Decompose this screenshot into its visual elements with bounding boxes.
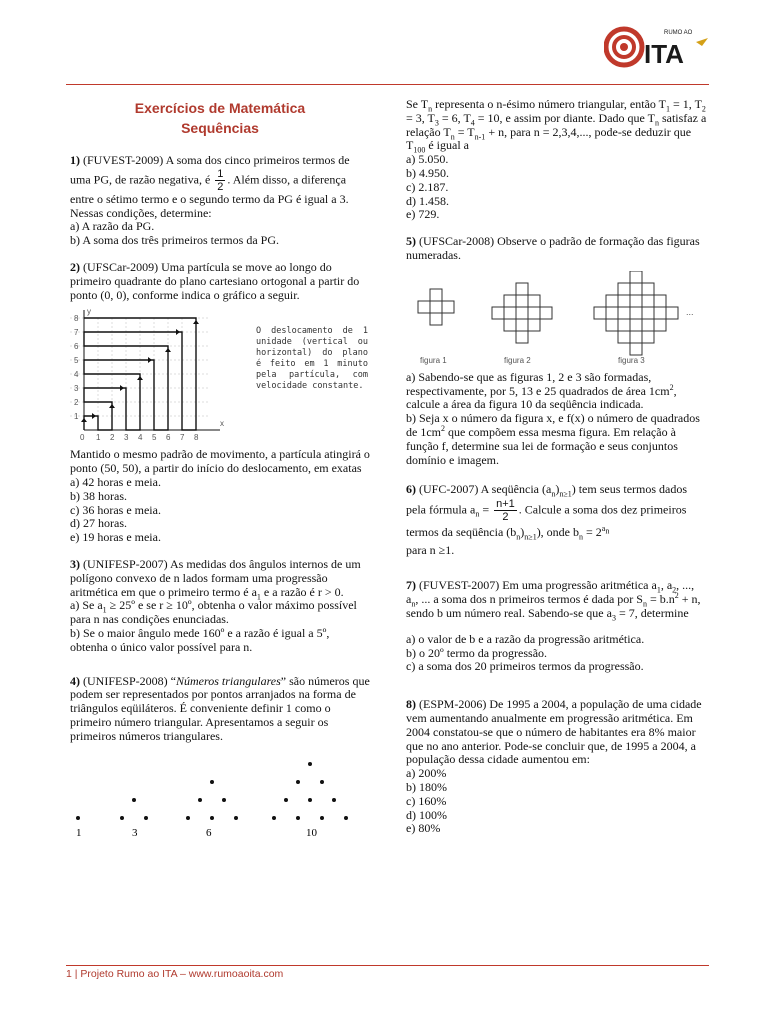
right-column [406,98,708,849]
q3-a-pre: a) Se a [70,598,103,613]
q3-b: b) Se o maior ângulo mede 160º e a razão é igual a 5º, obtenha o único valor possível para n. [70,625,330,654]
logo-small-text: RUMO AO [664,30,693,36]
q4c-t1: Se T [406,97,429,111]
q1-option: b) A soma dos três primeiros termos da PG. [70,233,279,248]
q3-a-sub: 1 [102,605,107,615]
question-4-continued: Se $T_n$ representa o n-ésimo número triangular, então $T_1 = 1$, $T_2 = 3$, $T_3 = 6$, $T_4 = 10$, e assim por diante. Dado que $T_n$ satisfaz a relação $T_n = T_{n-1} + n$, para n = 2,3,4,..., pode-se deduzir que $T_{100}$ é igual a a) 5.050. b) 4.950. c) 2.187. d) 1.458. e) 729. [406,97,707,222]
q3-number: 3) [70,556,80,571]
q6-c: . Calcule a soma dos dez primeiros termos da seqüência (b [406,502,687,540]
q5-a-sup: 2 [669,382,674,392]
q6-frac-num: n+1 [496,498,515,511]
q2-x-tick: 4 [138,433,143,443]
q1-text-c: Nessas condições, determine: [70,205,212,220]
q3-text2: e a razão é r > 0. [260,584,344,599]
q7-s2: 2 [672,585,677,595]
q5-b-pre: b) Seja x o número da figura x, e f(x) o número de quadrados de 1cm [406,411,700,439]
q4-number: 4) [70,673,80,688]
q5-b-sup: 2 [441,423,445,433]
q2-after: Mantido o mesmo padrão de movimento, a partícula atingirá o ponto (50, 50), a partir do início do deslocamento, em exatas [70,447,370,476]
q1-text-b: . Além disso, a diferença entre o sétimo termo e o segundo termo da PG é igual a 3. [70,172,349,206]
q2-option: b) 38 horas. [70,488,127,503]
q6-d-sub: n [579,532,584,542]
q4-label: 6 [206,826,212,838]
q4-pre: (UNIFESP-2008) “ [80,673,176,688]
title-line2: Sequências [181,120,259,136]
q5-b-post: que compõem essa mesma figura. Em relação à função f, determine sua lei de formação e seus conjuntos domínio e imagem. [406,424,678,467]
question-7 [406,579,708,674]
footer-sep: | [71,968,81,980]
question-4 [70,675,370,838]
header-rule [66,84,709,85]
q1-frac-den: 2 [217,180,224,193]
q2-figure [70,306,370,446]
q4-label: 10 [306,826,317,838]
q5-text: (UFSCar-2008) Observe o padrão de formação das figuras numeradas. [406,234,700,262]
q2-x-tick: 5 [152,433,157,443]
q5-ellipsis: ... [686,306,694,317]
q7-s6: 3 [611,613,616,623]
q4-italic: Números triangulares [176,673,281,688]
q6-d2: = 2 [583,525,602,540]
q6-e: para n ≥1. [406,543,455,558]
q4c-t8: = T [454,124,475,139]
q4c-t5: = 6, T [438,110,471,125]
q1-number: 1) [70,153,80,167]
question-8 [406,698,708,836]
q4-option: b) 4.950. [406,165,449,180]
q8-option: a) 200% [406,766,447,781]
q2-y-tick: 2 [74,398,79,408]
q4-label: 1 [76,826,82,838]
q2-option: d) 27 horas. [70,516,127,531]
page-footer [66,968,283,980]
q4c-t2: representa o n-ésimo número triangular, então T [432,97,667,111]
q6-c-sub: n [516,532,521,542]
q2-number: 2) [70,259,80,274]
q6-a: (UFC-2007) A seqüência (a [416,482,552,497]
q4c-t3: = 1, T [673,97,702,111]
q2-y-tick: 8 [74,314,79,324]
q8-option: c) 160% [406,793,447,808]
q3-a-post: ≥ 25º e se r ≥ 10º, obtenha o valor máximo possível para n nas condições enunciadas. [70,598,357,627]
q5-fig-label: figura 1 [420,355,447,365]
q8-option: b) 180% [406,779,447,794]
q7-t2: , a [660,578,673,593]
q6-frac-den: 2 [502,511,509,524]
q6-d-sup: a [601,524,606,534]
left-column [70,98,370,851]
q1-fraction [215,168,225,193]
q2-y-tick: 1 [74,412,79,422]
q7-s1: 1 [656,585,661,595]
page-title [70,98,370,138]
rumo-ao-ita-logo [604,22,710,70]
q7-option: a) o valor de b e a razão da progressão aritmética. [406,631,645,646]
q6-b: ) tem seus termos dados pela fórmula a [406,482,688,517]
q6-number: 6) [406,482,416,497]
title-line1: Exercícios de Matemática [134,100,306,116]
q4c-t7: satisfaz a relação T [406,110,707,139]
q2-axis-y: y [87,307,91,317]
q2-y-tick: 4 [74,370,79,380]
question-6: 6) (UFC-2007) A seqüência $(a_n)_{n\ge 1}$) tem seus termos dados pela fórmula $a_n$ = $\frac{n+1}{2}$ . Calcule a soma dos dez primeiros termos da seqüência $(b_n)_{n\ge 1}$), onde $b_n = 2^{a_n}$ para n ≥1. [406,480,708,559]
q3-sub: 1 [256,591,261,601]
q2-option: c) 36 horas e meia. [70,502,161,517]
question-5 [406,235,708,467]
q3-text: (UNIFESP-2007) As medidas dos ângulos internos de um polígono convexo de n lados formam uma progressão aritmética em que o primeiro termo é a [70,556,361,599]
q5-cross-figures [406,271,706,367]
q4-option: a) 5.050. [406,152,449,167]
q1-text-a: (FUVEST-2009) A soma dos cinco primeiros termos de uma PG, de razão negativa, é [70,153,350,187]
q2-x-tick: 2 [110,433,115,443]
q7-sup5: 2 [674,591,679,601]
footer-page: 1 [66,968,72,980]
q7-s3: n [411,599,416,609]
q7-t3: , ..., a [406,578,695,607]
q4c-t6: = 10, e assim por diante. Dado que T [474,110,655,125]
q2-text: (UFSCar-2009) Uma partícula se move ao longo do primeiro quadrante do plano cartesiano ortogonal a partir do ponto (0, 0), conforme indica o gráfico a seguir. [70,259,360,302]
logo-main-text: ITA [644,39,684,69]
q2-x-tick: 0 [80,433,85,443]
q4-option: c) 2.187. [406,179,449,194]
q7-t1: (FUVEST-2007) Em uma progressão aritmética a [416,578,657,593]
q2-axis-x: x [220,419,224,429]
q8-text: (ESPM-2006) De 1995 a 2004, a população de uma cidade vem aumentando anualmente em progressão aritmética. Em 2004 constatou-se que o número de habitantes era 8% maior que no ano anterior. Pode-se concluir que, de 1995 a 2004, a população dessa cidade aumentou em: [406,697,702,767]
q8-option: e) 80% [406,821,441,836]
q6-b2: = [479,502,493,517]
q2-graph-note: O deslocamento de 1 unidade (vertical ou horizontal) do plano é feito em 1 minuto pela partícula, com velocidade constante. [256,326,368,392]
question-3 [70,558,370,655]
q2-y-tick: 7 [74,328,79,338]
q7-number: 7) [406,578,416,593]
q4c-t10: é igual a [425,138,469,153]
q7-t5: = b.n [646,592,675,607]
q5-a-pre: a) Sabendo-se que as figuras 1, 2 e 3 são formadas, respectivamente, por 5, 13 e 25 quadrados de área 1cm [406,369,670,398]
q5-number: 5) [406,234,416,249]
q5-a-post: , calcule a área da figura 10 da seqüência indicada. [406,383,677,412]
footer-text: Projeto Rumo ao ITA – www.rumoaoita.com [80,968,284,980]
q1-option: a) A razão da PG. [70,219,155,234]
q2-path-graph [70,306,250,446]
q2-x-tick: 3 [124,433,129,443]
q6-c-sub2: n≥1 [524,532,537,542]
q7-option: c) a soma dos 20 primeiros termos da progressão. [406,659,644,674]
q5-fig-label: figura 2 [504,355,531,365]
q2-x-tick: 6 [166,433,171,443]
q7-option: b) o 20º termo da progressão. [406,645,548,660]
q2-x-tick: 7 [180,433,185,443]
question-2 [70,261,370,545]
q2-y-tick: 5 [74,356,79,366]
q4-option: d) 1.458. [406,193,449,208]
q7-t4: , ... a soma dos n primeiros termos é dada por S [415,592,643,607]
q7-t6: + n, sendo b um número real. Sabendo-se que a [406,592,701,620]
footer-rule [66,965,709,966]
q6-d-sup2: n [605,526,610,536]
q4-option: e) 729. [406,207,440,222]
q6-a-sub2: n≥1 [559,489,572,499]
q7-t7: = 7, determine [615,605,689,620]
q7-s4: n [642,599,647,609]
q8-option: d) 100% [406,807,447,822]
q5-fig-label: figura 3 [618,355,645,365]
q1-frac-num: 1 [217,167,224,180]
q6-a-sub: n [551,489,556,499]
q6-d: ), onde b [536,525,580,540]
q2-x-tick: 1 [96,433,101,443]
q6-fraction [494,498,517,523]
q6-b-sub: n [475,509,480,519]
q2-x-tick: 8 [194,433,199,443]
question-1 [70,154,370,248]
q4c-t4: = 3, T [406,110,435,125]
q4c-t9: + n, para n = 2,3,4,..., pode-se deduzir que T [406,124,692,153]
q4-label: 3 [132,826,138,838]
q8-number: 8) [406,697,416,712]
q2-option: a) 42 horas e meia. [70,474,161,489]
q2-y-tick: 3 [74,384,79,394]
q4-post: ” são números que podem ser representados por pontos arranjados na forma de triângulos eqüiláteros. É conveniente definir 1 como o primeiro número triangular. Apresentamos a seguir os primeiros números triangulares. [70,673,370,743]
q2-option: e) 19 horas e meia. [70,530,161,545]
q2-y-tick: 6 [74,342,79,352]
q4-triangular-dots [70,748,360,838]
